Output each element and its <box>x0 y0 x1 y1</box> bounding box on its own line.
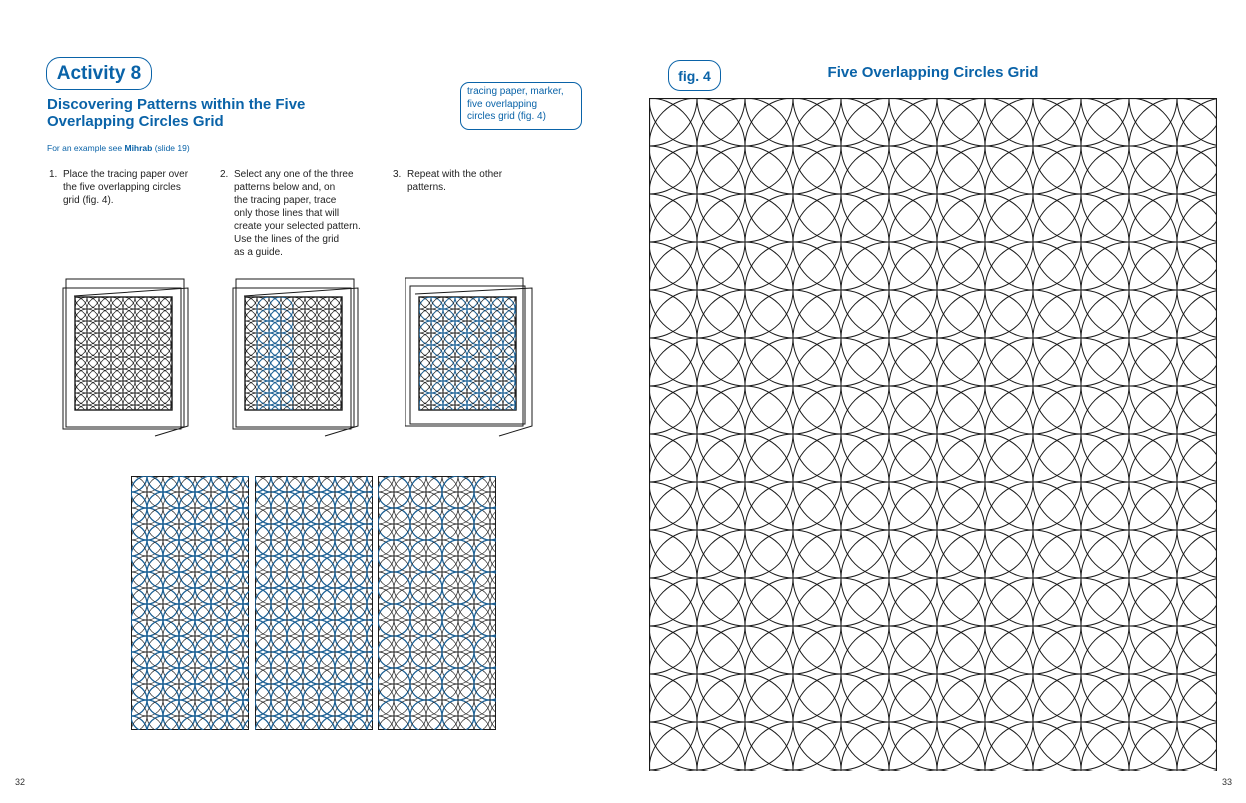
grid-circle <box>443 417 467 441</box>
grid-circle <box>527 381 535 405</box>
grid-circle <box>1177 722 1217 771</box>
grid-circle <box>649 98 745 146</box>
step-line: patterns below and, on <box>234 182 336 193</box>
tracing-stack-blank-illustration <box>61 276 191 441</box>
circles-grid-svg <box>649 98 1217 771</box>
grid-circle <box>419 417 443 441</box>
tracing-stack-partial-illustration <box>231 276 361 441</box>
activity-title <box>47 96 377 130</box>
grid-circle <box>649 530 697 626</box>
grid-circle <box>649 674 697 770</box>
grid-circle <box>527 405 535 429</box>
materials-box <box>460 82 582 130</box>
grid-circle <box>1033 98 1129 146</box>
title-line-2: Overlapping Circles Grid <box>47 113 224 130</box>
tracing-stack-svg <box>231 276 361 441</box>
grid-circle <box>985 98 1081 146</box>
grid-circle <box>841 98 937 146</box>
step-line: create your selected pattern. <box>234 221 361 232</box>
grid-circle <box>649 194 697 290</box>
grid-circle <box>527 321 535 345</box>
grid-circle <box>527 276 535 297</box>
step-line: Place the tracing paper over <box>63 169 189 180</box>
grid-circle <box>649 242 697 338</box>
grid-circle <box>649 98 697 194</box>
tracing-stack-more-illustration <box>405 276 535 441</box>
pattern-svg <box>131 476 249 730</box>
grid-circle <box>649 578 697 674</box>
grid-circle <box>455 417 479 441</box>
grid-circle <box>649 290 697 386</box>
grid-circle <box>405 405 419 429</box>
pattern-1-swatch <box>131 476 249 730</box>
grid-circle <box>527 417 535 441</box>
grid-circle <box>527 309 535 333</box>
grid-circle <box>527 297 535 321</box>
grid-circle <box>467 417 491 441</box>
big-circle-grid <box>649 98 1217 771</box>
example-suffix: (slide 19) <box>152 143 190 153</box>
grid-circle <box>649 434 697 530</box>
grid-circle <box>431 417 455 441</box>
grid-circle <box>1129 722 1217 771</box>
grid-circle <box>479 417 503 441</box>
step-line: only those lines that will <box>234 208 340 219</box>
step-number: 3. <box>393 169 402 180</box>
materials-line-1: tracing paper, marker, <box>467 86 564 97</box>
step-text <box>63 168 188 207</box>
five-overlapping-circles-grid <box>649 98 1217 771</box>
grid-circle <box>527 357 535 381</box>
step-text <box>407 168 502 194</box>
grid-circle <box>649 386 697 482</box>
grid-circle <box>1081 98 1177 146</box>
example-link: Mihrab <box>124 143 153 153</box>
grid-circle <box>649 338 697 434</box>
example-reference <box>47 143 190 153</box>
figure-label: fig. 4 <box>668 60 721 91</box>
step-line: the tracing paper, trace <box>234 195 337 206</box>
page-number-left: 32 <box>15 777 26 787</box>
pattern-svg <box>378 476 496 730</box>
grid-circle <box>405 369 419 393</box>
grid-circle <box>405 285 419 309</box>
grid-circle <box>405 393 419 417</box>
step-line: Repeat with the other <box>407 169 503 180</box>
materials-line-2: five overlapping <box>467 98 538 110</box>
step-line: Use the lines of the grid <box>234 234 340 245</box>
grid-circle <box>649 482 697 578</box>
grid-circle <box>745 98 841 146</box>
step-number: 2. <box>220 169 229 180</box>
pattern-2-swatch <box>255 476 373 730</box>
grid-circle <box>405 309 419 333</box>
figure-title: Five Overlapping Circles Grid <box>827 64 1039 81</box>
step-text <box>234 168 361 259</box>
grid-circle <box>649 626 697 722</box>
grid-circle <box>405 381 419 405</box>
grid-circle <box>405 297 419 321</box>
pattern-3-swatch <box>378 476 496 730</box>
grid-circle <box>1129 770 1217 771</box>
page-number-right: 33 <box>1222 777 1233 787</box>
grid-circle <box>527 333 535 357</box>
grid-circle <box>527 393 535 417</box>
grid-circle <box>649 98 697 146</box>
grid-circle <box>649 146 697 242</box>
grid-circle <box>889 98 985 146</box>
grid-circle <box>405 345 419 369</box>
step-line: patterns. <box>407 182 446 193</box>
step-line: the five overlapping circles <box>63 182 181 193</box>
grid-circle <box>527 369 535 393</box>
grid-circle <box>793 98 889 146</box>
grid-circle <box>405 357 419 381</box>
tracing-stack-svg <box>405 276 535 441</box>
grid-circle <box>1129 98 1217 146</box>
title-line-1: Discovering Patterns within the Five <box>47 96 306 113</box>
grid-circle <box>491 417 515 441</box>
step-line: Select any one of the three <box>234 169 354 180</box>
example-prefix: For an example see <box>47 143 125 153</box>
grid-circle <box>697 98 793 146</box>
materials-line-3: circles grid (fig. 4) <box>467 111 546 122</box>
grid-circle <box>405 333 419 357</box>
grid-circle <box>407 417 431 441</box>
step-number: 1. <box>49 169 58 180</box>
grid-circle <box>405 417 419 441</box>
grid-circle <box>527 345 535 369</box>
step-line: grid (fig. 4). <box>63 195 114 206</box>
grid-circle <box>405 321 419 345</box>
activity-label: Activity 8 <box>46 57 152 90</box>
grid-circle <box>937 98 1033 146</box>
pattern-svg <box>255 476 373 730</box>
step-line: as a guide. <box>234 247 283 258</box>
tracing-stack-svg <box>61 276 191 441</box>
